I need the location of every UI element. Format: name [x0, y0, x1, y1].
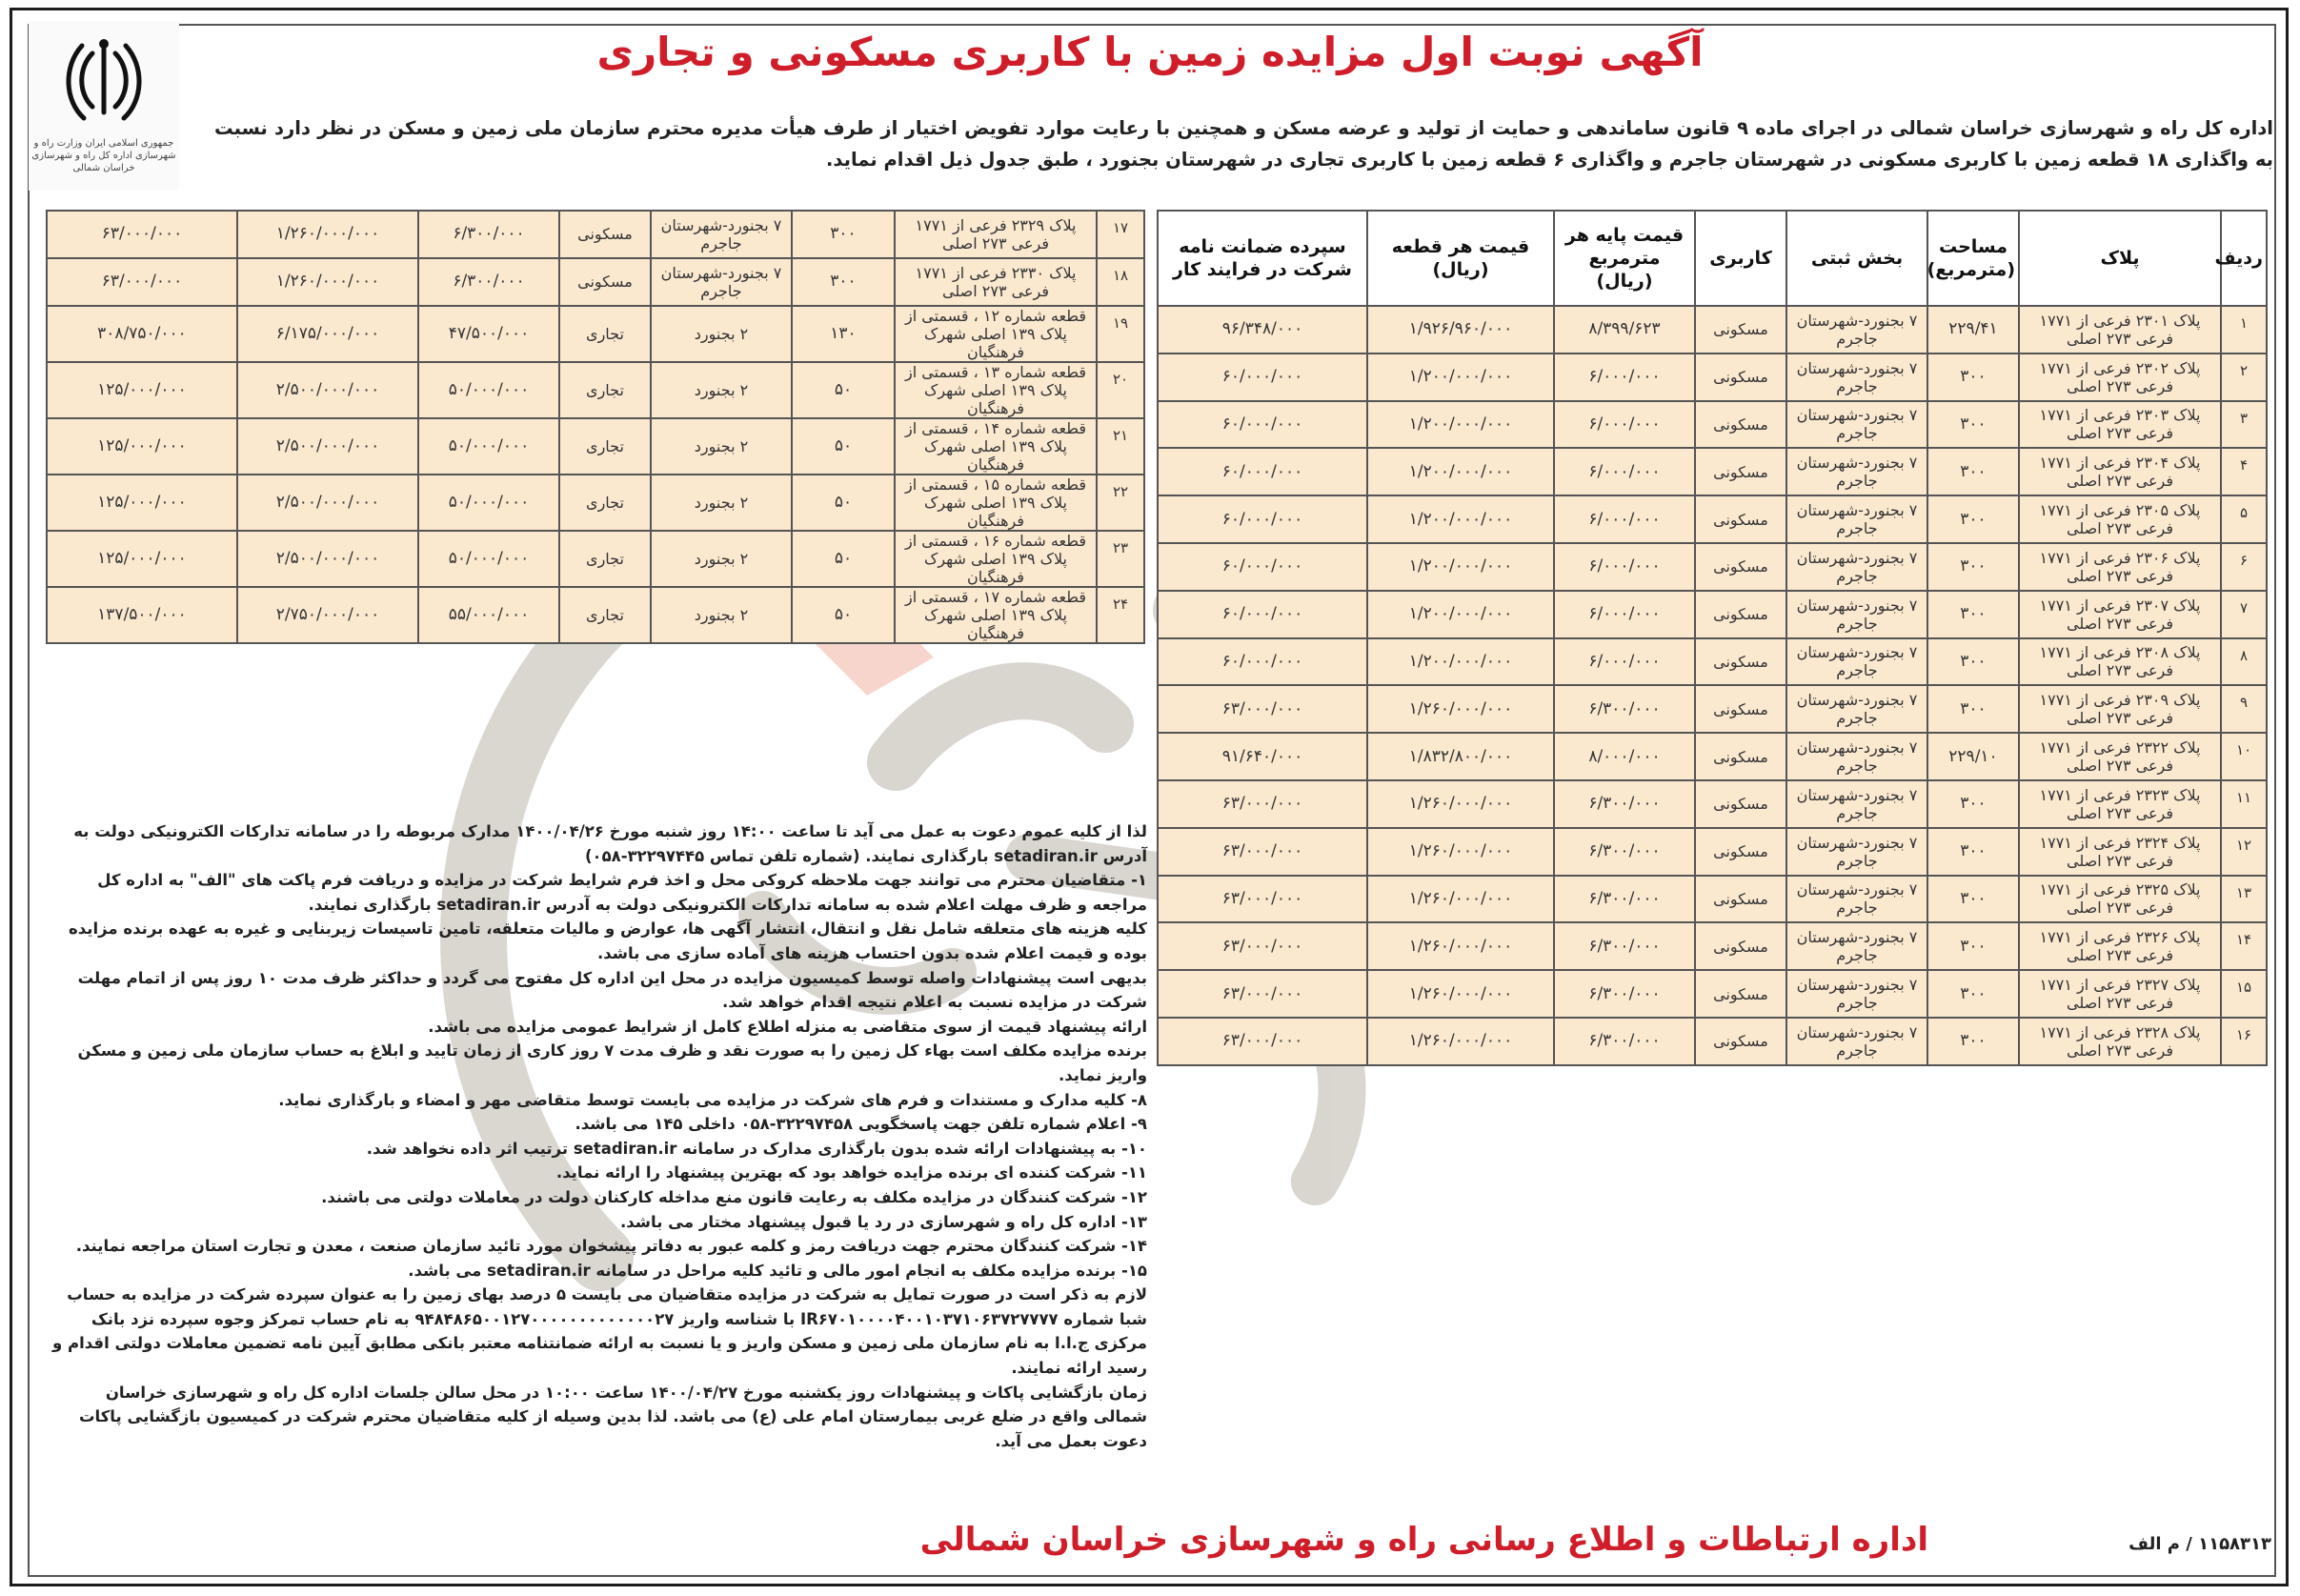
cell-section: ۷ بجنورد-شهرستان جاجرم — [1786, 780, 1927, 828]
cell-total: ۱/۲۰۰/۰۰۰/۰۰۰ — [1367, 401, 1554, 449]
note-line: لذا از کلیه عموم دعوت به عمل می آید تا ساعت ۱۴:۰۰ روز شنبه مورخ ۱۴۰۰/۰۴/۲۶ مدارک مربوطه را در سامانه تدارکات الکترونیکی دولت به آدرس setadiran.ir بارگذاری نمایند. (شماره تلفن تماس ۳۲۲۹۷۴۴۵-۰۵۸) — [73, 822, 1147, 865]
cell-use: مسکونی — [1695, 638, 1786, 686]
cell-total: ۱/۲۰۰/۰۰۰/۰۰۰ — [1367, 354, 1554, 401]
note-line: ۸- کلیه مدارک و مستندات و فرم های شرکت در مزایده می بایست توسط متقاضی مهر و امضاء و بارگذاری نماید. — [278, 1090, 1147, 1109]
cell-no: ۲ — [2221, 354, 2267, 401]
emblem-icon — [61, 34, 147, 130]
cell-area: ۳۰۰ — [1927, 876, 2019, 923]
cell-unit: ۶/۳۰۰/۰۰۰ — [1554, 1018, 1695, 1065]
cell-plak: پلاک ۲۳۲۷ فرعی از ۱۷۷۱ فرعی ۲۷۳ اصلی — [2019, 970, 2221, 1018]
cell-area: ۵۰ — [792, 587, 895, 643]
cell-no: ۱۹ — [1097, 306, 1144, 362]
table-row — [47, 258, 1144, 306]
cell-no: ۱۴ — [2221, 922, 2267, 970]
table-row — [1158, 448, 2267, 495]
cell-section: ۷ بجنورد-شهرستان جاجرم — [1786, 401, 1927, 449]
cell-area: ۲۲۹/۱۰ — [1927, 733, 2019, 780]
note-line: ۱۵- برنده مزایده مکلف به انجام امور مالی و تائید کلیه مراحل در سامانه setadiran.ir می باشد. — [408, 1261, 1147, 1280]
cell-section: ۲ بجنورد — [651, 475, 792, 531]
cell-section: ۷ بجنورد-شهرستان جاجرم — [1786, 876, 1927, 923]
cell-total: ۱/۲۶۰/۰۰۰/۰۰۰ — [237, 258, 418, 306]
cell-use: مسکونی — [559, 211, 651, 258]
cell-plak: پلاک ۲۳۰۷ فرعی از ۱۷۷۱ فرعی ۲۷۳ اصلی — [2019, 591, 2221, 638]
cell-section: ۷ بجنورد-شهرستان جاجرم — [1786, 1018, 1927, 1065]
note-line: برنده مزایده مکلف است بهاء کل زمین را به صورت نقد و ظرف مدت ۷ روز کاری از زمان تایید و ابلاغ به حساب سازمان ملی زمین و مسکن واریز نماید. — [77, 1041, 1147, 1084]
footer-ad-code: ۱۱۵۸۳۱۳ / م الف — [2129, 1534, 2271, 1554]
cell-unit: ۶/۳۰۰/۰۰۰ — [1554, 922, 1695, 970]
cell-area: ۳۰۰ — [1927, 685, 2019, 733]
cell-unit: ۵۰/۰۰۰/۰۰۰ — [418, 362, 559, 418]
cell-total: ۱/۹۲۶/۹۶۰/۰۰۰ — [1367, 306, 1554, 354]
cell-total: ۲/۵۰۰/۰۰۰/۰۰۰ — [237, 418, 418, 475]
cell-area: ۵۰ — [792, 362, 895, 418]
cell-deposit: ۶۰/۰۰۰/۰۰۰ — [1158, 495, 1367, 543]
cell-use: مسکونی — [1695, 876, 1786, 923]
cell-use: مسکونی — [1695, 543, 1786, 591]
header-cell: ردیف — [2221, 211, 2267, 306]
cell-total: ۱/۲۶۰/۰۰۰/۰۰۰ — [237, 211, 418, 258]
cell-deposit: ۱۲۵/۰۰۰/۰۰۰ — [47, 475, 237, 531]
cell-plak: پلاک ۲۳۰۹ فرعی از ۱۷۷۱ فرعی ۲۷۳ اصلی — [2019, 685, 2221, 733]
cell-plak: قطعه شماره ۱۷ ، قسمتی از پلاک ۱۳۹ اصلی شهرک فرهنگیان — [895, 587, 1097, 643]
cell-deposit: ۱۲۵/۰۰۰/۰۰۰ — [47, 362, 237, 418]
cell-deposit: ۶۰/۰۰۰/۰۰۰ — [1158, 401, 1367, 449]
cell-area: ۳۰۰ — [792, 258, 895, 306]
cell-use: مسکونی — [1695, 780, 1786, 828]
cell-unit: ۶/۰۰۰/۰۰۰ — [1554, 591, 1695, 638]
cell-total: ۱/۲۶۰/۰۰۰/۰۰۰ — [1367, 876, 1554, 923]
table-row — [1158, 828, 2267, 876]
cell-section: ۲ بجنورد — [651, 418, 792, 475]
cell-no: ۱۵ — [2221, 970, 2267, 1018]
cell-use: مسکونی — [1695, 306, 1786, 354]
cell-area: ۳۰۰ — [1927, 448, 2019, 495]
cell-section: ۷ بجنورد-شهرستان جاجرم — [1786, 733, 1927, 780]
cell-unit: ۶/۰۰۰/۰۰۰ — [1554, 543, 1695, 591]
header-cell: مساحت (مترمربع) — [1927, 211, 2019, 306]
cell-total: ۱/۲۶۰/۰۰۰/۰۰۰ — [1367, 1018, 1554, 1065]
cell-plak: قطعه شماره ۱۲ ، قسمتی از پلاک ۱۳۹ اصلی شهرک فرهنگیان — [895, 306, 1097, 362]
cell-plak: قطعه شماره ۱۳ ، قسمتی از پلاک ۱۳۹ اصلی شهرک فرهنگیان — [895, 362, 1097, 418]
cell-deposit: ۶۳/۰۰۰/۰۰۰ — [1158, 828, 1367, 876]
cell-unit: ۵۰/۰۰۰/۰۰۰ — [418, 418, 559, 475]
cell-use: تجاری — [559, 587, 651, 643]
cell-plak: پلاک ۲۳۰۴ فرعی از ۱۷۷۱ فرعی ۲۷۳ اصلی — [2019, 448, 2221, 495]
cell-total: ۱/۲۰۰/۰۰۰/۰۰۰ — [1367, 448, 1554, 495]
table-row — [1158, 495, 2267, 543]
cell-use: تجاری — [559, 418, 651, 475]
table-row — [1158, 354, 2267, 401]
note-line: ۱۳- اداره کل راه و شهرسازی در رد یا قبول پیشنهاد مختار می باشد. — [620, 1212, 1147, 1231]
cell-deposit: ۹۱/۶۴۰/۰۰۰ — [1158, 733, 1367, 780]
cell-total: ۱/۲۰۰/۰۰۰/۰۰۰ — [1367, 638, 1554, 686]
cell-total: ۱/۸۳۲/۸۰۰/۰۰۰ — [1367, 733, 1554, 780]
table-row — [1158, 922, 2267, 970]
cell-plak: پلاک ۲۳۲۴ فرعی از ۱۷۷۱ فرعی ۲۷۳ اصلی — [2019, 828, 2221, 876]
cell-use: تجاری — [559, 475, 651, 531]
table-row — [1158, 685, 2267, 733]
cell-plak: پلاک ۲۳۲۶ فرعی از ۱۷۷۱ فرعی ۲۷۳ اصلی — [2019, 922, 2221, 970]
cell-no: ۱۷ — [1097, 211, 1144, 258]
table-row — [47, 418, 1144, 475]
cell-area: ۳۰۰ — [792, 211, 895, 258]
cell-deposit: ۶۰/۰۰۰/۰۰۰ — [1158, 448, 1367, 495]
cell-unit: ۵۵/۰۰۰/۰۰۰ — [418, 587, 559, 643]
cell-area: ۳۰۰ — [1927, 780, 2019, 828]
table-row — [1158, 970, 2267, 1018]
table-row — [47, 587, 1144, 643]
note-line: ۱۰- به پیشنهادات ارائه شده بدون بارگذاری مدارک در سامانه setadiran.ir ترتیب اثر داده نخواهد شد. — [366, 1139, 1147, 1158]
table-row — [1158, 543, 2267, 591]
cell-unit: ۵۰/۰۰۰/۰۰۰ — [418, 531, 559, 587]
cell-total: ۲/۵۰۰/۰۰۰/۰۰۰ — [237, 475, 418, 531]
cell-unit: ۸/۳۹۹/۶۲۳ — [1554, 306, 1695, 354]
table-row — [1158, 638, 2267, 686]
cell-no: ۱۱ — [2221, 780, 2267, 828]
note-line: ارائه پیشنهاد قیمت از سوی متقاضی به منزله اطلاع کامل از شرایط عمومی مزایده می باشد. — [428, 1017, 1147, 1036]
cell-total: ۱/۲۶۰/۰۰۰/۰۰۰ — [1367, 780, 1554, 828]
header-cell: قیمت پایه هر مترمربع (ریال) — [1554, 211, 1695, 306]
cell-no: ۸ — [2221, 638, 2267, 686]
cell-use: تجاری — [559, 362, 651, 418]
cell-unit: ۴۷/۵۰۰/۰۰۰ — [418, 306, 559, 362]
cell-section: ۷ بجنورد-شهرستان جاجرم — [1786, 448, 1927, 495]
cell-no: ۱ — [2221, 306, 2267, 354]
cell-area: ۵۰ — [792, 475, 895, 531]
note-line: ۱۱- شرکت کننده ای برنده مزایده خواهد بود که بهترین پیشنهاد را ارائه نماید. — [555, 1163, 1147, 1182]
cell-total: ۱/۲۶۰/۰۰۰/۰۰۰ — [1367, 828, 1554, 876]
cell-plak: پلاک ۲۳۲۲ فرعی از ۱۷۷۱ فرعی ۲۷۳ اصلی — [2019, 733, 2221, 780]
note-line: لازم به ذکر است در صورت تمایل به شرکت در مزایده متقاضیان می بایست ۵ درصد بهای زمین را به عنوان سپرده شرکت در مزایده به حساب شبا شماره IR۶۷۰۱۰۰۰۰۴۰۰۱۰۳۷۱۰۶۳۷۲۷۷۷۷ با شناسه واریز ۹۴۸۴۸۶۵۰۰۱۲۷۰۰۰۰۰۰۰۰۰۰۰۰۰۲۷ به نام حساب تمرکز وجوه سپرده نزد بانک مرکزی ج.ا.ا به نام سازمان ملی زمین و مسکن واریز و یا نسبت به ارائه ضمانتنامه معتبر بانکی مطابق آیین نامه تضمین معاملات دولتی اقدام و رسید ارائه نمایند. — [52, 1285, 1147, 1378]
cell-no: ۱۳ — [2221, 876, 2267, 923]
table-row — [47, 211, 1144, 258]
cell-no: ۲۰ — [1097, 362, 1144, 418]
cell-use: مسکونی — [1695, 970, 1786, 1018]
cell-no: ۲۴ — [1097, 587, 1144, 643]
cell-area: ۳۰۰ — [1927, 591, 2019, 638]
note-line: زمان بازگشایی پاکات و پیشنهادات روز یکشنبه مورخ ۱۴۰۰/۰۴/۲۷ ساعت ۱۰:۰۰ در محل سالن جلسات اداره کل راه و شهرسازی خراسان شمالی واقع در ضلع غربی بیمارستان امام علی (ع) می باشد. لذا بدین وسیله از کلیه متقاضیان محترم شرکت در کمیسیون بازگشایی پاکات دعوت بعمل می آید. — [78, 1383, 1147, 1450]
intro-paragraph: اداره کل راه و شهرسازی خراسان شمالی در اجرای ماده ۹ قانون ساماندهی و حمایت از تولید و عرضه مسکن و همچنین با رعایت موارد تفویض اختیار از طرف هیأت مدیره محترم سازمان ملی زمین و مسکن در نظر دارد نسبت به واگذاری ۱۸ قطعه زمین با کاربری مسکونی در شهرستان جاجرم و واگذاری ۶ قطعه زمین با کاربری تجاری در شهرستان بجنورد ، طبق جدول ذیل اقدام نماید. — [214, 117, 2273, 171]
table-body — [47, 211, 1144, 643]
cell-unit: ۶/۰۰۰/۰۰۰ — [1554, 401, 1695, 449]
cell-use: مسکونی — [1695, 1018, 1786, 1065]
cell-section: ۲ بجنورد — [651, 587, 792, 643]
cell-deposit: ۶۳/۰۰۰/۰۰۰ — [1158, 922, 1367, 970]
cell-no: ۱۸ — [1097, 258, 1144, 306]
cell-use: مسکونی — [1695, 733, 1786, 780]
cell-section: ۷ بجنورد-شهرستان جاجرم — [651, 211, 792, 258]
cell-area: ۳۰۰ — [1927, 354, 2019, 401]
cell-unit: ۵۰/۰۰۰/۰۰۰ — [418, 475, 559, 531]
table-row — [1158, 1018, 2267, 1065]
header-cell: پلاک — [2019, 211, 2221, 306]
cell-unit: ۶/۰۰۰/۰۰۰ — [1554, 638, 1695, 686]
cell-deposit: ۹۶/۳۴۸/۰۰۰ — [1158, 306, 1367, 354]
cell-deposit: ۶۳/۰۰۰/۰۰۰ — [1158, 685, 1367, 733]
cell-deposit: ۱۲۵/۰۰۰/۰۰۰ — [47, 418, 237, 475]
cell-total: ۱/۲۰۰/۰۰۰/۰۰۰ — [1367, 543, 1554, 591]
cell-plak: پلاک ۲۳۲۸ فرعی از ۱۷۷۱ فرعی ۲۷۳ اصلی — [2019, 1018, 2221, 1065]
cell-plak: پلاک ۲۳۰۳ فرعی از ۱۷۷۱ فرعی ۲۷۳ اصلی — [2019, 401, 2221, 449]
cell-use: مسکونی — [1695, 828, 1786, 876]
cell-plak: پلاک ۲۳۰۶ فرعی از ۱۷۷۱ فرعی ۲۷۳ اصلی — [2019, 543, 2221, 591]
table-row — [47, 306, 1144, 362]
table-body — [1158, 306, 2267, 1065]
cell-unit: ۶/۳۰۰/۰۰۰ — [418, 258, 559, 306]
cell-section: ۷ بجنورد-شهرستان جاجرم — [651, 258, 792, 306]
cell-unit: ۶/۳۰۰/۰۰۰ — [1554, 876, 1695, 923]
cell-area: ۳۰۰ — [1927, 970, 2019, 1018]
terms-notes — [50, 819, 1147, 1534]
table-row — [47, 475, 1144, 531]
cell-plak: پلاک ۲۳۰۸ فرعی از ۱۷۷۱ فرعی ۲۷۳ اصلی — [2019, 638, 2221, 686]
note-line: ۱- متقاضیان محترم می توانند جهت ملاحظه کروکی محل و اخذ فرم شرایط شرکت در مزایده و دریافت فرم پاکت های "الف" به اداره کل مراجعه و ظرف مهلت اعلام شده به سامانه تدارکات الکترونیکی دولت به آدرس setadiran.ir بارگذاری نمایند. — [97, 871, 1147, 914]
table-row — [47, 362, 1144, 418]
note-line: کلیه هزینه های متعلقه شامل نقل و انتقال، انتشار آگهی ها، عوارض و مالیات متعلقه، تامین تاسیسات زیربنایی و غیره به عهده برنده مزایده بوده و قیمت اعلام شده بدون احتساب هزینه های آماده سازی می باشد. — [69, 919, 1147, 962]
cell-no: ۹ — [2221, 685, 2267, 733]
cell-deposit: ۶۳/۰۰۰/۰۰۰ — [47, 211, 237, 258]
cell-no: ۲۱ — [1097, 418, 1144, 475]
cell-use: مسکونی — [1695, 591, 1786, 638]
header-cell: بخش ثبتی — [1786, 211, 1927, 306]
cell-section: ۲ بجنورد — [651, 306, 792, 362]
cell-plak: قطعه شماره ۱۴ ، قسمتی از پلاک ۱۳۹ اصلی شهرک فرهنگیان — [895, 418, 1097, 475]
cell-use: تجاری — [559, 531, 651, 587]
cell-no: ۱۶ — [2221, 1018, 2267, 1065]
ad-title: آگهی نوبت اول مزایده زمین با کاربری مسکونی و تجاری — [596, 29, 1704, 75]
cell-plak: پلاک ۲۳۲۳ فرعی از ۱۷۷۱ فرعی ۲۷۳ اصلی — [2019, 780, 2221, 828]
cell-section: ۷ بجنورد-شهرستان جاجرم — [1786, 828, 1927, 876]
cell-plak: قطعه شماره ۱۶ ، قسمتی از پلاک ۱۳۹ اصلی شهرک فرهنگیان — [895, 531, 1097, 587]
cell-deposit: ۶۰/۰۰۰/۰۰۰ — [1158, 638, 1367, 686]
cell-no: ۲۳ — [1097, 531, 1144, 587]
cell-no: ۶ — [2221, 543, 2267, 591]
note-line: ۱۴- شرکت کنندگان محترم جهت دریافت رمز و کلمه عبور به دفاتر پیشخوان مورد تائید سازمان صنعت ، معدن و تجارت استان مراجعه نمایند. — [75, 1237, 1147, 1256]
cell-total: ۱/۲۰۰/۰۰۰/۰۰۰ — [1367, 495, 1554, 543]
cell-section: ۲ بجنورد — [651, 362, 792, 418]
cell-use: مسکونی — [1695, 922, 1786, 970]
cell-section: ۷ بجنورد-شهرستان جاجرم — [1786, 495, 1927, 543]
cell-deposit: ۶۳/۰۰۰/۰۰۰ — [1158, 780, 1367, 828]
cell-area: ۳۰۰ — [1927, 495, 2019, 543]
cell-deposit: ۱۳۷/۵۰۰/۰۰۰ — [47, 587, 237, 643]
cell-deposit: ۶۳/۰۰۰/۰۰۰ — [1158, 876, 1367, 923]
cell-plak: پلاک ۲۳۲۹ فرعی از ۱۷۷۱ فرعی ۲۷۳ اصلی — [895, 211, 1097, 258]
cell-plak: پلاک ۲۳۲۵ فرعی از ۱۷۷۱ فرعی ۲۷۳ اصلی — [2019, 876, 2221, 923]
note-line: بدیهی است پیشنهادات واصله توسط کمیسیون مزایده در محل این اداره کل مفتوح می گردد و حداکثر ظرف مدت ۱۰ روز پس از اتمام مهلت شرکت در مزایده نسبت به اعلام نتیجه اقدام خواهد شد. — [77, 968, 1147, 1012]
cell-use: مسکونی — [1695, 401, 1786, 449]
cell-total: ۶/۱۷۵/۰۰۰/۰۰۰ — [237, 306, 418, 362]
cell-total: ۲/۷۵۰/۰۰۰/۰۰۰ — [237, 587, 418, 643]
iran-emblem — [29, 21, 179, 191]
cell-total: ۱/۲۶۰/۰۰۰/۰۰۰ — [1367, 685, 1554, 733]
cell-unit: ۶/۳۰۰/۰۰۰ — [1554, 780, 1695, 828]
cell-deposit: ۶۰/۰۰۰/۰۰۰ — [1158, 543, 1367, 591]
emblem-caption: جمهوری اسلامی ایران وزارت راه و شهرسازی اداره کل راه و شهرسازی خراسان شمالی — [31, 138, 176, 173]
cell-no: ۱۰ — [2221, 733, 2267, 780]
cell-section: ۷ بجنورد-شهرستان جاجرم — [1786, 922, 1927, 970]
cell-deposit: ۶۳/۰۰۰/۰۰۰ — [1158, 1018, 1367, 1065]
cell-deposit: ۶۰/۰۰۰/۰۰۰ — [1158, 591, 1367, 638]
cell-use: تجاری — [559, 306, 651, 362]
table-row — [1158, 733, 2267, 780]
cell-plak: پلاک ۲۳۰۲ فرعی از ۱۷۷۱ فرعی ۲۷۳ اصلی — [2019, 354, 2221, 401]
cell-plak: پلاک ۲۳۳۰ فرعی از ۱۷۷۱ فرعی ۲۷۳ اصلی — [895, 258, 1097, 306]
cell-plak: پلاک ۲۳۰۵ فرعی از ۱۷۷۱ فرعی ۲۷۳ اصلی — [2019, 495, 2221, 543]
cell-section: ۷ بجنورد-شهرستان جاجرم — [1786, 543, 1927, 591]
cell-total: ۲/۵۰۰/۰۰۰/۰۰۰ — [237, 531, 418, 587]
cell-no: ۴ — [2221, 448, 2267, 495]
table-row — [47, 531, 1144, 587]
header-cell: قیمت هر قطعه (ریال) — [1367, 211, 1554, 306]
table-row — [1158, 401, 2267, 449]
cell-no: ۳ — [2221, 401, 2267, 449]
cell-section: ۷ بجنورد-شهرستان جاجرم — [1786, 970, 1927, 1018]
cell-area: ۳۰۰ — [1927, 638, 2019, 686]
cell-unit: ۶/۳۰۰/۰۰۰ — [418, 211, 559, 258]
cell-deposit: ۱۲۵/۰۰۰/۰۰۰ — [47, 531, 237, 587]
header-cell: سپرده ضمانت نامه شرکت در فرایند کار — [1158, 211, 1367, 306]
cell-area: ۳۰۰ — [1927, 1018, 2019, 1065]
cell-use: مسکونی — [559, 258, 651, 306]
cell-unit: ۶/۰۰۰/۰۰۰ — [1554, 495, 1695, 543]
header-cell: کاربری — [1695, 211, 1786, 306]
table-row — [1158, 780, 2267, 828]
cell-total: ۲/۵۰۰/۰۰۰/۰۰۰ — [237, 362, 418, 418]
cell-total: ۱/۲۶۰/۰۰۰/۰۰۰ — [1367, 922, 1554, 970]
cell-plak: پلاک ۲۳۰۱ فرعی از ۱۷۷۱ فرعی ۲۷۳ اصلی — [2019, 306, 2221, 354]
cell-area: ۵۰ — [792, 531, 895, 587]
cell-no: ۲۲ — [1097, 475, 1144, 531]
table-row — [1158, 306, 2267, 354]
cell-use: مسکونی — [1695, 495, 1786, 543]
cell-no: ۵ — [2221, 495, 2267, 543]
cell-unit: ۶/۰۰۰/۰۰۰ — [1554, 448, 1695, 495]
cell-area: ۳۰۰ — [1927, 543, 2019, 591]
cell-unit: ۶/۳۰۰/۰۰۰ — [1554, 828, 1695, 876]
cell-area: ۵۰ — [792, 418, 895, 475]
cell-deposit: ۳۰۸/۷۵۰/۰۰۰ — [47, 306, 237, 362]
cell-no: ۷ — [2221, 591, 2267, 638]
table-row — [1158, 591, 2267, 638]
cell-area: ۱۳۰ — [792, 306, 895, 362]
cell-total: ۱/۲۶۰/۰۰۰/۰۰۰ — [1367, 970, 1554, 1018]
note-line: ۱۲- شرکت کنندگان در مزایده مکلف به رعایت قانون منع مداخله کارکنان دولت در معاملات دولتی می باشند. — [321, 1187, 1147, 1206]
cell-section: ۷ بجنورد-شهرستان جاجرم — [1786, 638, 1927, 686]
cell-section: ۲ بجنورد — [651, 531, 792, 587]
cell-use: مسکونی — [1695, 354, 1786, 401]
cell-area: ۳۰۰ — [1927, 828, 2019, 876]
cell-section: ۷ بجنورد-شهرستان جاجرم — [1786, 354, 1927, 401]
table-header-row — [1158, 211, 2267, 306]
cell-area: ۳۰۰ — [1927, 401, 2019, 449]
auction-table-left — [46, 210, 1145, 644]
cell-deposit: ۶۳/۰۰۰/۰۰۰ — [1158, 970, 1367, 1018]
cell-total: ۱/۲۰۰/۰۰۰/۰۰۰ — [1367, 591, 1554, 638]
cell-plak: قطعه شماره ۱۵ ، قسمتی از پلاک ۱۳۹ اصلی شهرک فرهنگیان — [895, 475, 1097, 531]
cell-use: مسکونی — [1695, 685, 1786, 733]
cell-section: ۷ بجنورد-شهرستان جاجرم — [1786, 591, 1927, 638]
cell-unit: ۶/۳۰۰/۰۰۰ — [1554, 685, 1695, 733]
cell-area: ۲۲۹/۴۱ — [1927, 306, 2019, 354]
cell-unit: ۶/۳۰۰/۰۰۰ — [1554, 970, 1695, 1018]
cell-use: مسکونی — [1695, 448, 1786, 495]
table-row — [1158, 876, 2267, 923]
cell-unit: ۸/۰۰۰/۰۰۰ — [1554, 733, 1695, 780]
cell-section: ۷ بجنورد-شهرستان جاجرم — [1786, 306, 1927, 354]
cell-section: ۷ بجنورد-شهرستان جاجرم — [1786, 685, 1927, 733]
cell-unit: ۶/۰۰۰/۰۰۰ — [1554, 354, 1695, 401]
auction-table-right — [1157, 210, 2268, 1066]
footer-organization: اداره ارتباطات و اطلاع رسانی راه و شهرسازی خراسان شمالی — [919, 1521, 1928, 1559]
cell-deposit: ۶۳/۰۰۰/۰۰۰ — [47, 258, 237, 306]
note-line: ۹- اعلام شماره تلفن جهت پاسخگویی ۳۲۲۹۷۴۵۸-۰۵۸ داخلی ۱۴۵ می باشد. — [575, 1115, 1147, 1134]
cell-no: ۱۲ — [2221, 828, 2267, 876]
cell-area: ۳۰۰ — [1927, 922, 2019, 970]
cell-deposit: ۶۰/۰۰۰/۰۰۰ — [1158, 354, 1367, 401]
